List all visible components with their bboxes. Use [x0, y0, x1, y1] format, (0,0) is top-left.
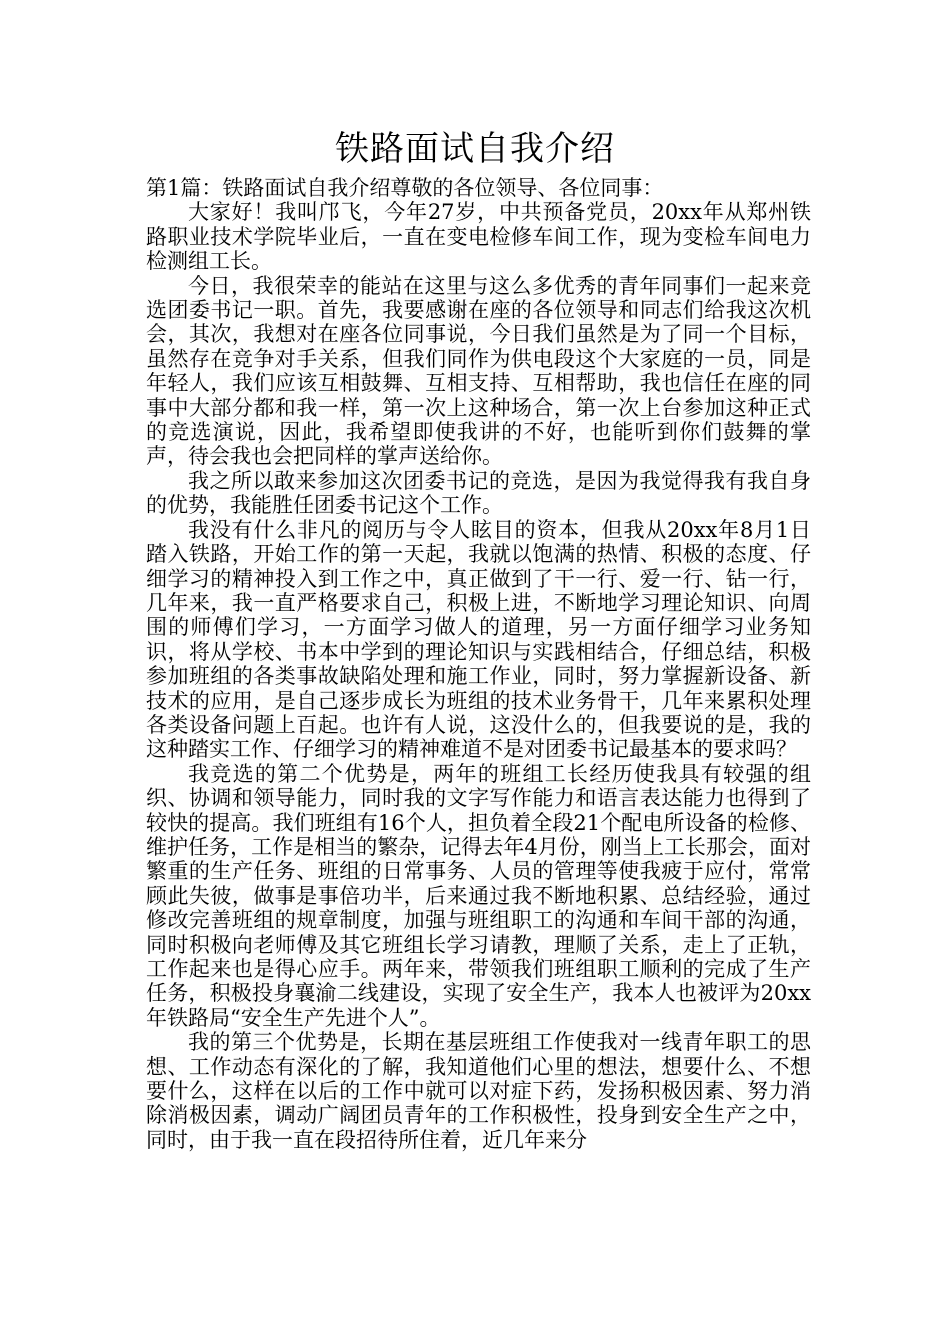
- document-body: [146, 176, 811, 1152]
- paragraph-6: 我的第三个优势是，长期在基层班组工作使我对一线青年职工的思想、工作动态有深化的了解，我知道他们心里的想法，想要什么、不想要什么，这样在以后的工作中就可以对症下药，发扬积极因素、努力消除消极因素，调动广阔团员青年的工作积极性，投身到安全生产之中，同时，由于我一直在段招待所住着，近几年来分: [146, 1030, 811, 1152]
- paragraph-1: 大家好！我叫邝飞，今年27岁，中共预备党员，20xx年从郑州铁路职业技术学院毕业后，一直在变电检修车间工作，现为变检车间电力检测组工长。: [146, 200, 811, 274]
- intro-line: 第1篇：铁路面试自我介绍尊敬的各位领导、各位同事：: [146, 176, 664, 200]
- paragraph-3: 我之所以敢来参加这次团委书记的竞选，是因为我觉得我有我自身的优势，我能胜任团委书记这个工作。: [146, 468, 811, 518]
- paragraph-4: 我没有什么非凡的阅历与令人眩目的资本，但我从20xx年8月1日踏入铁路，开始工作的第一天起，我就以饱满的热情、积极的态度、仔细学习的精神投入到工作之中，真正做到了干一行、爱一行、钻一行，几年来，我一直严格要求自己，积极上进，不断地学习理论知识、向周围的师傅们学习，一方面学习做人的道理，另一方面仔细学习业务知识，将从学校、书本中学到的理论知识与实践相结合，仔细总结，积极参加班组的各类事故缺陷处理和施工作业，同时，努力掌握新设备、新技术的应用，是自己逐步成长为班组的技术业务骨干，几年来累积处理各类设备问题上百起。也许有人说，这没什么的，但我要说的是，我的这种踏实工作、仔细学习的精神难道不是对团委书记最基本的要求吗？: [146, 517, 811, 762]
- paragraph-2: 今日，我很荣幸的能站在这里与这么多优秀的青年同事们一起来竞选团委书记一职。首先，我要感谢在座的各位领导和同志们给我这次机会，其次，我想对在座各位同事说，今日我们虽然是为了同一个目标，虽然存在竞争对手关系，但我们同作为供电段这个大家庭的一员，同是年轻人，我们应该互相鼓舞、互相支持、互相帮助，我也信任在座的同事中大部分都和我一样，第一次上这种场合，第一次上台参加这种正式的竞选演说，因此，我希望即使我讲的不好，也能听到你们鼓舞的掌声，待会我也会把同样的掌声送给你。: [146, 273, 811, 469]
- document-title: 铁路面试自我介绍: [335, 129, 615, 169]
- paragraph-5: 我竞选的第二个优势是，两年的班组工长经历使我具有较强的组织、协调和领导能力，同时我的文字写作能力和语言表达能力也得到了较快的提高。我们班组有16个人，担负着全段21个配电所设备的检修、维护任务，工作是相当的繁杂，记得去年4月份，刚当上工长那会，面对繁重的生产任务、班组的日常事务、人员的管理等使我疲于应付，常常顾此失彼，做事是事倍功半，后来通过我不断地积累、总结经验，通过修改完善班组的规章制度，加强与班组职工的沟通和车间干部的沟通，同时积极向老师傅及其它班组长学习请教，理顺了关系，走上了正轨，工作起来也是得心应手。两年来，带领我们班组职工顺利的完成了生产任务，积极投身襄渝二线建设，实现了安全生产，我本人也被评为20xx年铁路局“安全生产先进个人”。: [146, 761, 811, 1030]
